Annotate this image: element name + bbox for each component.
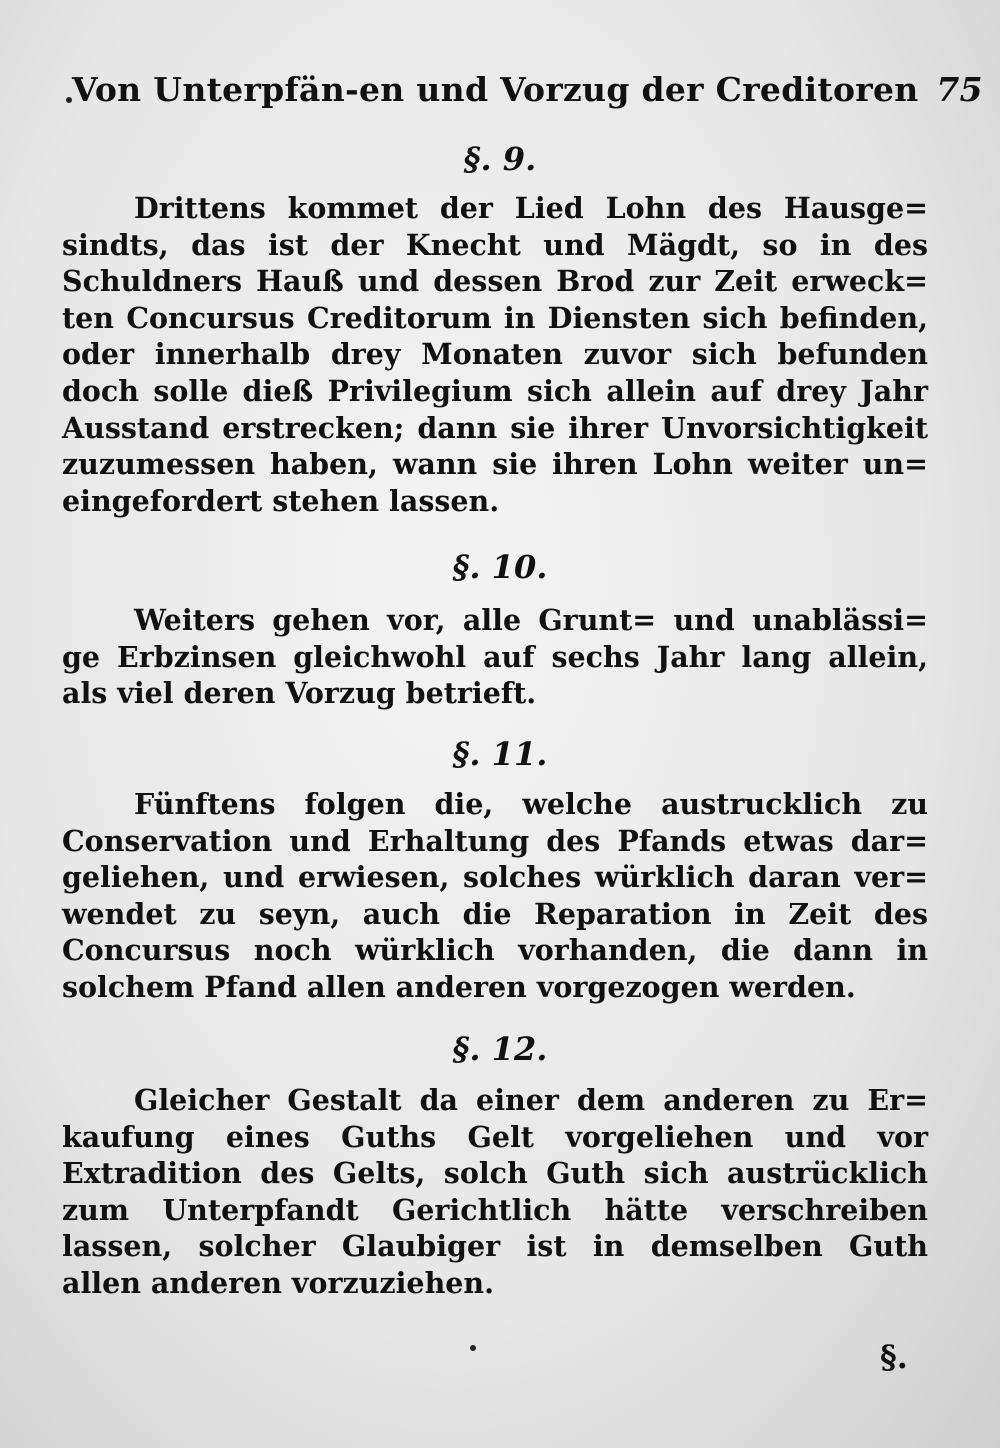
text-line: Fünftens folgen die, welche austrucklich zu (134, 787, 928, 821)
text-line: Schuldners Hauß und dessen Brod zur Zeit erweck= (62, 264, 928, 299)
page-number: 75 (936, 70, 983, 109)
section-body-11 (62, 786, 928, 1006)
text-line: oder innerhalb drey Monaten zuvor sich befunden (62, 337, 928, 372)
text-line: Drittens kommet der Lied Lohn des Hausge= (134, 191, 928, 225)
section-heading-12: §. 12. (452, 1030, 548, 1068)
text-line: solchem Pfand allen anderen vorgezogen werden. (62, 969, 856, 1004)
text-line: Gleicher Gestalt da einer dem anderen zu Er= (134, 1083, 928, 1117)
text-line: doch solle dieß Privilegium sich allein auf drey Jahr (62, 373, 928, 408)
ink-speck (470, 1345, 476, 1351)
text-line: als viel deren Vorzug betrieft. (62, 676, 537, 711)
text-line: Conservation und Erhaltung des Pfands etwas dar= (62, 823, 928, 858)
text-line: zuzumessen haben, wann sie ihren Lohn weiter un= (62, 447, 928, 482)
text-line: zum Unterpfandt Gerichtlich hätte verschreiben (62, 1192, 928, 1227)
section-body-12 (62, 1082, 928, 1302)
text-line: lassen, solcher Glaubiger ist in demselben Guth (62, 1229, 928, 1264)
text-line: Ausstand erstrecken; dann sie ihrer Unvorsichtigkeit (62, 410, 928, 445)
header-title: Von Unterpfän-en und Vorzug der Creditoren (72, 70, 919, 109)
text-line: geliehen, und erwiesen, solches würklich daran ver= (62, 860, 928, 895)
ink-speck (66, 97, 72, 103)
section-heading-10: §. 10. (452, 548, 548, 586)
text-line: sindts, das ist der Knecht und Mägdt, so in des (62, 227, 928, 262)
text-line: ten Concursus Creditorum in Diensten sich befinden, (62, 300, 928, 335)
text-line: wendet zu seyn, auch die Reparation in Zeit des (62, 896, 928, 931)
section-heading-9: §. 9. (463, 140, 537, 178)
section-heading-11: §. 11. (452, 735, 548, 773)
text-line: allen anderen vorzuziehen. (62, 1265, 495, 1300)
text-line: ge Erbzinsen gleichwohl auf sechs Jahr lang allein, (62, 639, 928, 674)
catchword: §. (880, 1338, 908, 1376)
text-line: Concursus noch würklich vorhanden, die dann in (62, 933, 928, 968)
text-line: Extradition des Gelts, solch Guth sich austrücklich (62, 1156, 928, 1191)
running-header (72, 70, 983, 109)
text-line: eingefordert stehen lassen. (62, 483, 500, 518)
section-body-9 (62, 190, 928, 519)
text-line: kaufung eines Guths Gelt vorgeliehen und vor (62, 1119, 928, 1154)
text-line: Weiters gehen vor, alle Grunt= und unablässi= (134, 603, 928, 637)
section-body-10 (62, 602, 928, 712)
